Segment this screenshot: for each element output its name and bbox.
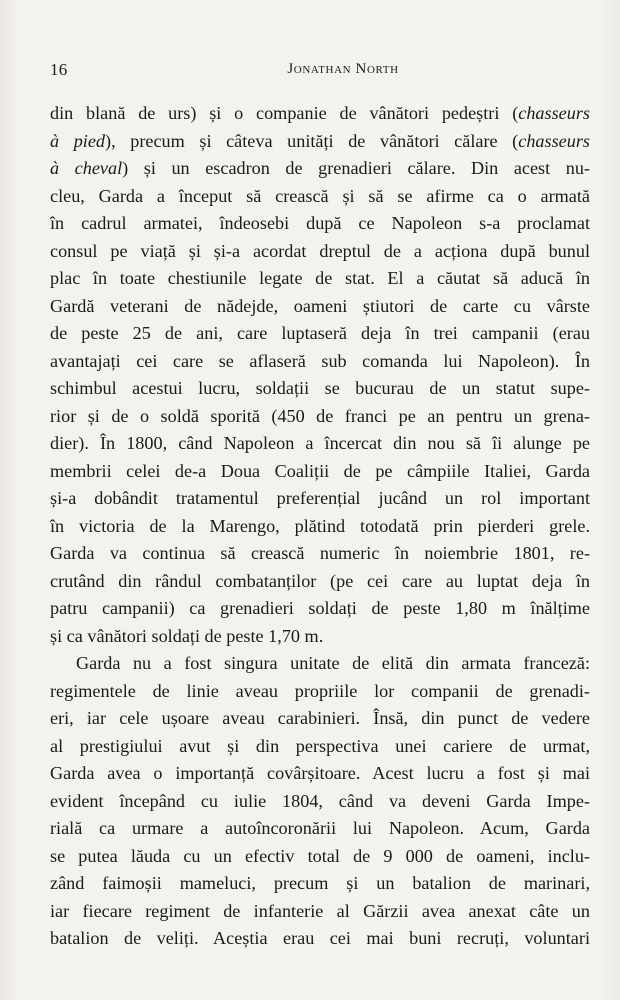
text-line: Garda va continua să crească numeric în noiembrie 1801, re- <box>50 543 590 563</box>
italic-term: chasseurs <box>518 103 590 123</box>
text-line: à cheval) și un escadron de grenadieri călare. Din acest nu- <box>50 158 590 178</box>
italic-term: à cheval <box>50 158 123 178</box>
text-line: evident începând cu iulie 1804, când va deveni Garda Impe- <box>50 790 590 811</box>
text-line: eri, iar cele ușoare aveau carabinieri. Însă, din punct de vedere <box>50 708 590 728</box>
text-line: și-a dobândit tratamentul preferențial jucând un rol important <box>50 488 590 508</box>
text-line: cleu, Garda a început să crească și să se afirme ca o armată <box>50 185 590 206</box>
text-line: rior și de o soldă sporită (450 de franci pe an pentru un grena- <box>50 405 590 426</box>
text-line: Gardă veterani de nădejde, oameni știutori de carte cu vârste <box>50 295 590 316</box>
text-line: Garda avea o importanță covârșitoare. Acest lucru a fost și mai <box>50 763 590 783</box>
text-line: iar fiecare regiment de infanterie al Gărzii avea anexat câte un <box>50 900 590 921</box>
text-line: membrii celei de-a Doua Coaliții de pe câmpiile Italiei, Garda <box>50 460 590 481</box>
text-line: crutând din rândul combatanților (pe cei care au luptat deja în <box>50 570 590 591</box>
text-line: în cadrul armatei, îndeosebi după ce Napoleon s-a proclamat <box>50 213 590 233</box>
text-line: dier). În 1800, când Napoleon a încercat din nou să îi alunge pe <box>50 433 590 453</box>
italic-term: à pied <box>50 130 106 151</box>
text-line: à pied), precum și câteva unități de vânători călare (chasseurs <box>50 130 590 151</box>
text-line: batalion de veliți. Aceștia erau cei mai buni recruți, voluntari <box>50 928 590 948</box>
body-text <box>50 100 590 953</box>
text-line: consul pe viață și și-a acordat dreptul de a acționa după bunul <box>50 240 590 261</box>
text-line: Garda nu a fost singura unitate de elită din armata franceză: <box>76 653 590 673</box>
text-line: rială ca urmare a autoîncoronării lui Napoleon. Acum, Garda <box>50 818 590 838</box>
italic-term: chasseurs <box>518 130 590 151</box>
text-line: al prestigiului avut și din perspectiva unei cariere de urmat, <box>50 735 590 756</box>
page-number: 16 <box>50 60 68 79</box>
text-line: patru campanii) ca grenadieri soldați de peste 1,80 m înălțime <box>50 598 590 618</box>
text-line: schimbul acestui lucru, soldații se bucurau de un statut supe- <box>50 378 590 398</box>
text-line: plac în toate chestiunile legate de stat. El a căutat să aducă în <box>50 268 590 288</box>
text-line: regimentele de linie aveau propriile lor companii de grenadi- <box>50 680 590 701</box>
text-line: și ca vânători soldați de peste 1,70 m. <box>50 625 324 646</box>
text-line: zând faimoșii mameluci, precum și un batalion de marinari, <box>50 873 590 893</box>
text-line: avantajați cei care se aflaseră sub comanda lui Napoleon). În <box>50 350 590 371</box>
text-line: se putea lăuda cu un efectiv total de 9 000 de oameni, inclu- <box>50 845 590 866</box>
text-line: în victoria de la Marengo, plătind totodată prin pierderi grele. <box>50 515 590 536</box>
text-line: de peste 25 de ani, care luptaseră deja în trei campanii (erau <box>50 323 590 343</box>
page-header <box>50 60 590 84</box>
text-line: din blană de urs) și o companie de vânători pedeștri (chasseurs <box>50 103 590 123</box>
running-head: Jonathan North <box>287 61 399 77</box>
